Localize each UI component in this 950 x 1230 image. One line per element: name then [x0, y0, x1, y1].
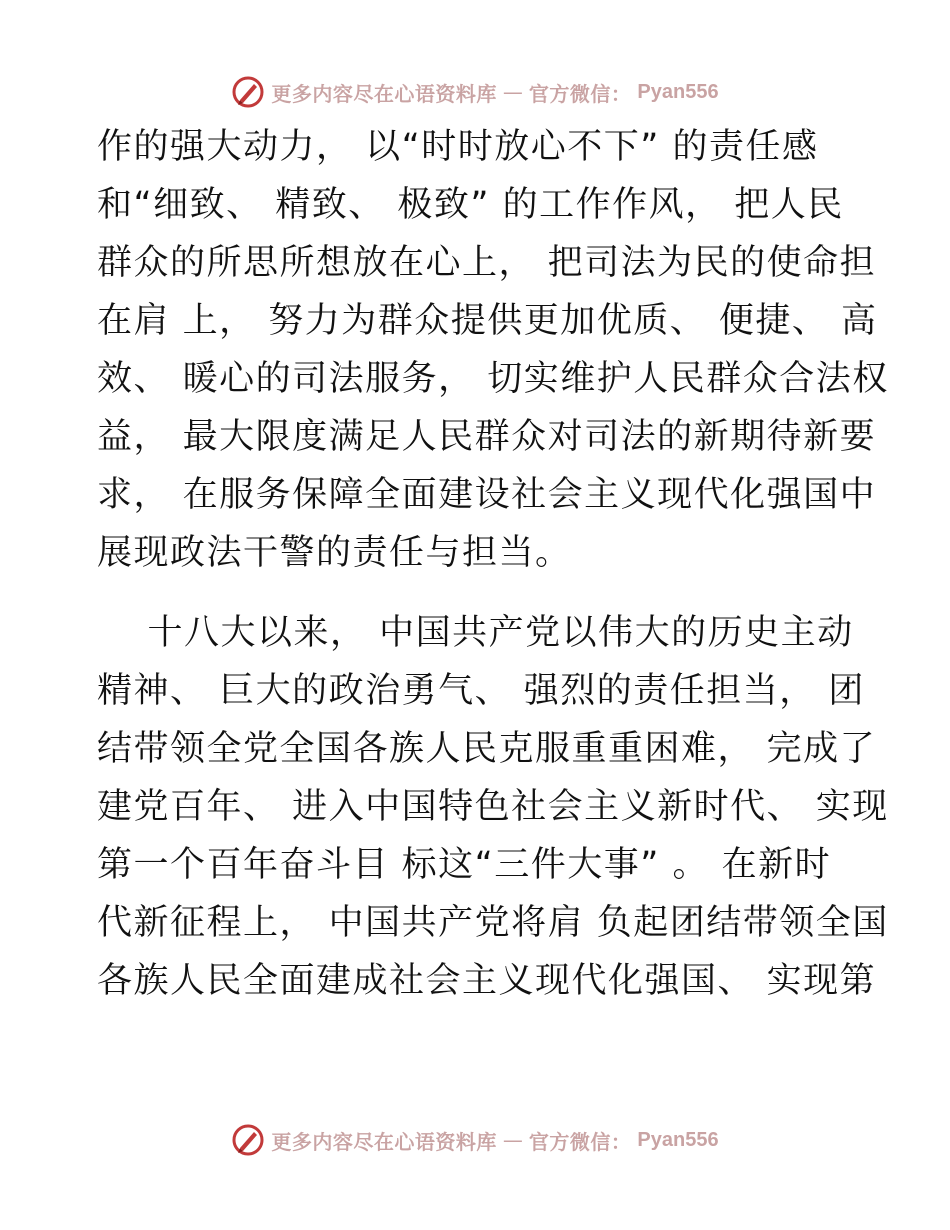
watermark-text: 更多内容尽在心语资料库 [271, 81, 497, 106]
text-line: 作的强大动力， 以“时时放心不下” 的责任感 [97, 127, 819, 167]
text-line: 第一个百年奋斗目 标这“三件大事” 。 在新时 [97, 845, 832, 885]
text-line: 精神、 巨大的政治勇气、 强烈的责任担当， 团 [97, 671, 865, 711]
watermark-header [0, 72, 950, 112]
text-line: 十八大以来， 中国共产党以伟大的历史主动 [97, 613, 854, 653]
paragraph [97, 604, 889, 1010]
watermark-text: 更多内容尽在心语资料库 [271, 1129, 497, 1154]
text-line: 和“细致、 精致、 极致” 的工作作风， 把人民 [97, 185, 844, 225]
paragraph [97, 118, 889, 582]
text-line: 群众的所思所想放在心上， 把司法为民的使命担 [97, 243, 877, 283]
pen-logo-icon [231, 75, 265, 109]
paragraph-spacer [97, 582, 857, 604]
watermark-account: Pyan556 [637, 1128, 719, 1151]
text-line: 各族人民全面建成社会主义现代化强国、 实现第 [97, 961, 877, 1001]
watermark-account: Pyan556 [637, 80, 719, 103]
text-line: 效、 暖心的司法服务， 切实维护人民群众合法权 [97, 359, 889, 399]
watermark-footer [0, 1120, 950, 1160]
text-line: 建党百年、 进入中国特色社会主义新时代、 实现 [97, 787, 889, 827]
watermark-label: 官方微信： [528, 1129, 632, 1154]
text-line: 代新征程上， 中国共产党将肩 负起团结带领全国 [97, 903, 889, 943]
watermark-label: 官方微信： [528, 81, 632, 106]
document-body [97, 118, 889, 1010]
watermark-dash: — [502, 1128, 523, 1152]
text-line: 结带领全党全国各族人民克服重重困难， 完成了 [97, 729, 877, 769]
text-line: 益， 最大限度满足人民群众对司法的新期待新要 [97, 417, 877, 457]
pen-logo-icon [231, 1123, 265, 1157]
text-line: 在肩 上， 努力为群众提供更加优质、 便捷、 高 [97, 301, 878, 341]
text-line: 展现政法干警的责任与担当。 [97, 533, 572, 573]
watermark-dash: — [502, 80, 523, 104]
text-line: 求， 在服务保障全面建设社会主义现代化强国中 [97, 475, 877, 515]
